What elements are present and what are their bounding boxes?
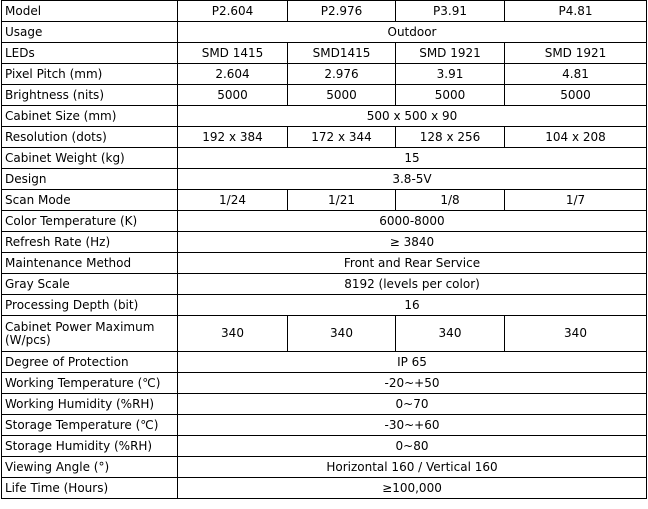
spec-row: [2, 22, 647, 43]
row-label: Scan Mode: [2, 190, 178, 211]
row-value: 2.976: [288, 64, 396, 85]
row-value: 340: [396, 316, 505, 352]
row-value-merged: ≥ 3840: [178, 232, 647, 253]
row-label: Maintenance Method: [2, 253, 178, 274]
row-value-merged: 3.8-5V: [178, 169, 647, 190]
spec-row: [2, 253, 647, 274]
row-value-merged: Outdoor: [178, 22, 647, 43]
row-value-merged: 0~80: [178, 436, 647, 457]
model-p4-81: P4.81: [505, 1, 647, 22]
spec-row: [2, 211, 647, 232]
row-label: Storage Temperature (℃): [2, 415, 178, 436]
spec-row: [2, 85, 647, 106]
spec-row: [2, 352, 647, 373]
row-value-merged: 16: [178, 295, 647, 316]
spec-row: [2, 316, 647, 352]
spec-row: [2, 43, 647, 64]
row-value-merged: 15: [178, 148, 647, 169]
row-label: Cabinet Weight (kg): [2, 148, 178, 169]
row-value: 1/7: [505, 190, 647, 211]
spec-row: [2, 190, 647, 211]
row-value-merged: IP 65: [178, 352, 647, 373]
row-value: 4.81: [505, 64, 647, 85]
row-value-merged: 8192 (levels per color): [178, 274, 647, 295]
row-label: Pixel Pitch (mm): [2, 64, 178, 85]
row-value: 5000: [396, 85, 505, 106]
spec-row: [2, 373, 647, 394]
row-label: Cabinet Size (mm): [2, 106, 178, 127]
spec-row: [2, 394, 647, 415]
spec-row: [2, 232, 647, 253]
row-value: 3.91: [396, 64, 505, 85]
row-value: 5000: [178, 85, 288, 106]
header-row: [2, 1, 647, 22]
row-label: Design: [2, 169, 178, 190]
row-label: Refresh Rate (Hz): [2, 232, 178, 253]
spec-row: [2, 64, 647, 85]
model-p2-976: P2.976: [288, 1, 396, 22]
spec-row: [2, 169, 647, 190]
spec-row: [2, 148, 647, 169]
model-p3-91: P3.91: [396, 1, 505, 22]
row-value-merged: -20~+50: [178, 373, 647, 394]
row-label: Brightness (nits): [2, 85, 178, 106]
row-value: 1/24: [178, 190, 288, 211]
row-value: 128 x 256: [396, 127, 505, 148]
spec-row: [2, 106, 647, 127]
row-label: Viewing Angle (°): [2, 457, 178, 478]
row-label: Gray Scale: [2, 274, 178, 295]
spec-row: [2, 295, 647, 316]
row-value: 1/8: [396, 190, 505, 211]
row-label: Resolution (dots): [2, 127, 178, 148]
model-p2-604: P2.604: [178, 1, 288, 22]
row-value-merged: 0~70: [178, 394, 647, 415]
row-value: 340: [178, 316, 288, 352]
row-value: 340: [505, 316, 647, 352]
row-value: SMD 1921: [505, 43, 647, 64]
spec-row: [2, 436, 647, 457]
row-value-merged: -30~+60: [178, 415, 647, 436]
row-value: SMD1415: [288, 43, 396, 64]
row-value: 172 x 344: [288, 127, 396, 148]
row-label: Color Temperature (K): [2, 211, 178, 232]
row-label: Cabinet Power Maximum (W/pcs): [2, 316, 178, 352]
spec-row: [2, 457, 647, 478]
row-value: 5000: [288, 85, 396, 106]
row-label: Working Temperature (℃): [2, 373, 178, 394]
row-label: LEDs: [2, 43, 178, 64]
row-label: Life Time (Hours): [2, 478, 178, 499]
row-label: Usage: [2, 22, 178, 43]
row-value: 192 x 384: [178, 127, 288, 148]
spec-row: [2, 415, 647, 436]
row-value: 104 x 208: [505, 127, 647, 148]
row-value: 1/21: [288, 190, 396, 211]
header-label: Model: [2, 1, 178, 22]
row-value-merged: 6000-8000: [178, 211, 647, 232]
row-value-merged: 500 x 500 x 90: [178, 106, 647, 127]
spec-row: [2, 478, 647, 499]
row-value-merged: Front and Rear Service: [178, 253, 647, 274]
row-value: SMD 1921: [396, 43, 505, 64]
row-value: 340: [288, 316, 396, 352]
spec-row: [2, 274, 647, 295]
spec-table: [1, 0, 647, 499]
row-value-merged: ≥100,000: [178, 478, 647, 499]
row-label: Degree of Protection: [2, 352, 178, 373]
row-label: Processing Depth (bit): [2, 295, 178, 316]
row-value: 2.604: [178, 64, 288, 85]
spec-row: [2, 127, 647, 148]
row-label: Storage Humidity (%RH): [2, 436, 178, 457]
row-value: 5000: [505, 85, 647, 106]
row-value: SMD 1415: [178, 43, 288, 64]
row-label: Working Humidity (%RH): [2, 394, 178, 415]
row-value-merged: Horizontal 160 / Vertical 160: [178, 457, 647, 478]
